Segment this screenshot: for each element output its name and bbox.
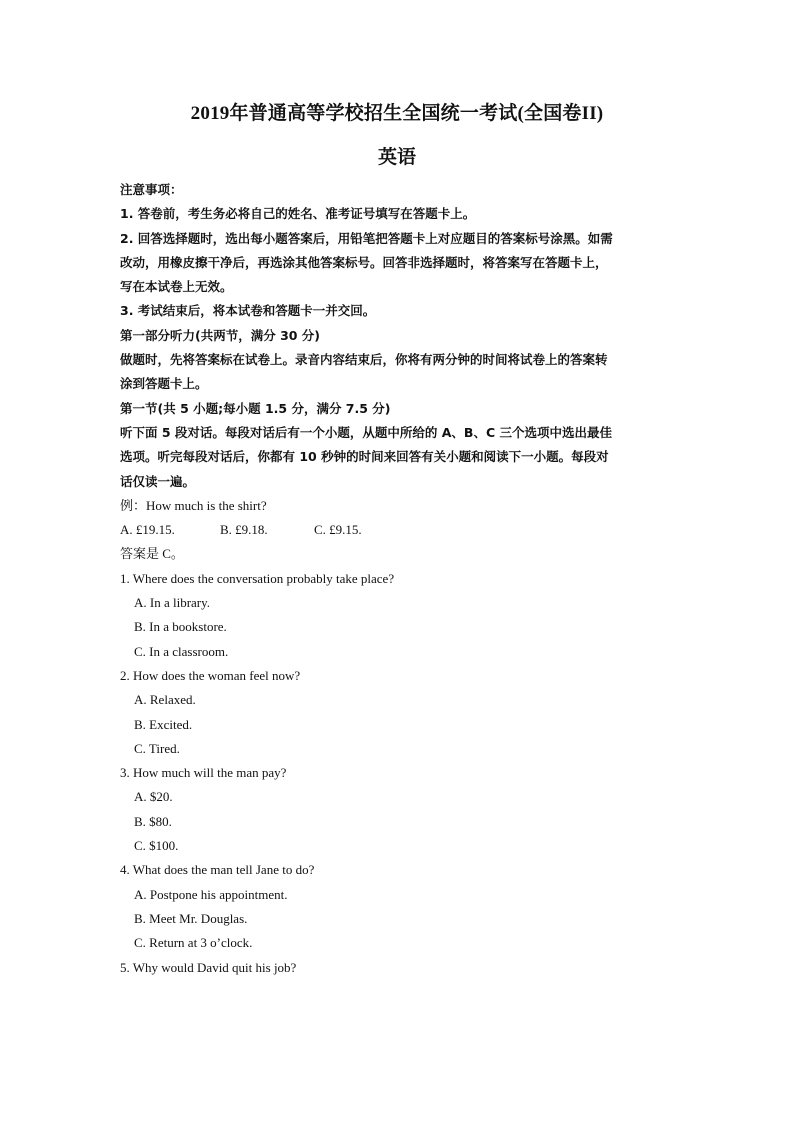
example-options (120, 518, 680, 542)
part1-instruction-line-2: 涂到答题卡上。 (120, 376, 208, 392)
page-title: 2019年普通高等学校招生全国统一考试(全国卷II) (190, 103, 604, 124)
section1-heading: 第一节(共 5 小题;每小题 1.5 分，满分 7.5 分) (120, 400, 391, 416)
question-5: 5. Why would David quit his job? (120, 959, 297, 975)
question-4: 4. What does the man tell Jane to do? (120, 862, 315, 878)
section1-instruction-line-1: 听下面 5 段对话。每段对话后有一个小题，从题中所给的 A、B、C 三个选项中选出最佳 (120, 424, 612, 440)
page-subtitle: 英语 (377, 147, 416, 168)
question-2-option-b: B. Excited. (134, 716, 193, 732)
example-option-c: C. £9.15. (314, 522, 362, 538)
example-option-a: A. £19.15. (120, 522, 175, 538)
question-1: 1. Where does the conversation probably take place? (120, 570, 395, 586)
question-2: 2. How does the woman feel now? (120, 667, 301, 683)
question-1-option-a: A. In a library. (134, 595, 211, 611)
example-question: 例：How much is the shirt? (120, 497, 267, 513)
question-4-option-c: C. Return at 3 o’clock. (134, 935, 253, 951)
question-3-option-b: B. $80. (134, 813, 172, 829)
question-1-option-c: C. In a classroom. (134, 643, 229, 659)
notice-item-2-line-2: 改动，用橡皮擦干净后，再选涂其他答案标号。回答非选择题时，将答案写在答题卡上， (120, 254, 608, 270)
question-1-option-b: B. In a bookstore. (134, 619, 227, 635)
question-4-option-b: B. Meet Mr. Douglas. (134, 910, 248, 926)
notice-heading: 注意事项： (120, 182, 183, 197)
notice-item-2-line-1: 2. 回答选择题时，选出每小题答案后，用铅笔把答题卡上对应题目的答案标号涂黑。如需 (120, 230, 613, 246)
section1-instruction-line-2: 选项。听完每段对话后，你都有 10 秒钟的时间来回答有关小题和阅读下一小题。每段对 (120, 449, 609, 465)
example-answer: 答案是 C。 (120, 546, 184, 562)
notice-item-3: 3. 考试结束后，将本试卷和答题卡一并交回。 (120, 303, 376, 319)
notice-item-2-line-3: 写在本试卷上无效。 (120, 279, 233, 295)
notice-item-1: 1. 答卷前，考生务必将自己的姓名、准考证号填写在答题卡上。 (120, 206, 476, 222)
exam-body (120, 178, 680, 980)
question-2-option-a: A. Relaxed. (134, 692, 196, 708)
question-3: 3. How much will the man pay? (120, 765, 287, 781)
question-4-option-a: A. Postpone his appointment. (134, 886, 288, 902)
part1-heading: 第一部分听力(共两节，满分 30 分) (120, 327, 321, 343)
example-option-b: B. £9.18. (220, 522, 268, 538)
question-3-option-c: C. $100. (134, 838, 179, 854)
section1-instruction-line-3: 话仅读一遍。 (120, 473, 196, 489)
question-2-option-c: C. Tired. (134, 740, 180, 756)
question-3-option-a: A. $20. (134, 789, 173, 805)
part1-instruction-line-1: 做题时，先将答案标在试卷上。录音内容结束后，你将有两分钟的时间将试卷上的答案转 (120, 352, 608, 368)
